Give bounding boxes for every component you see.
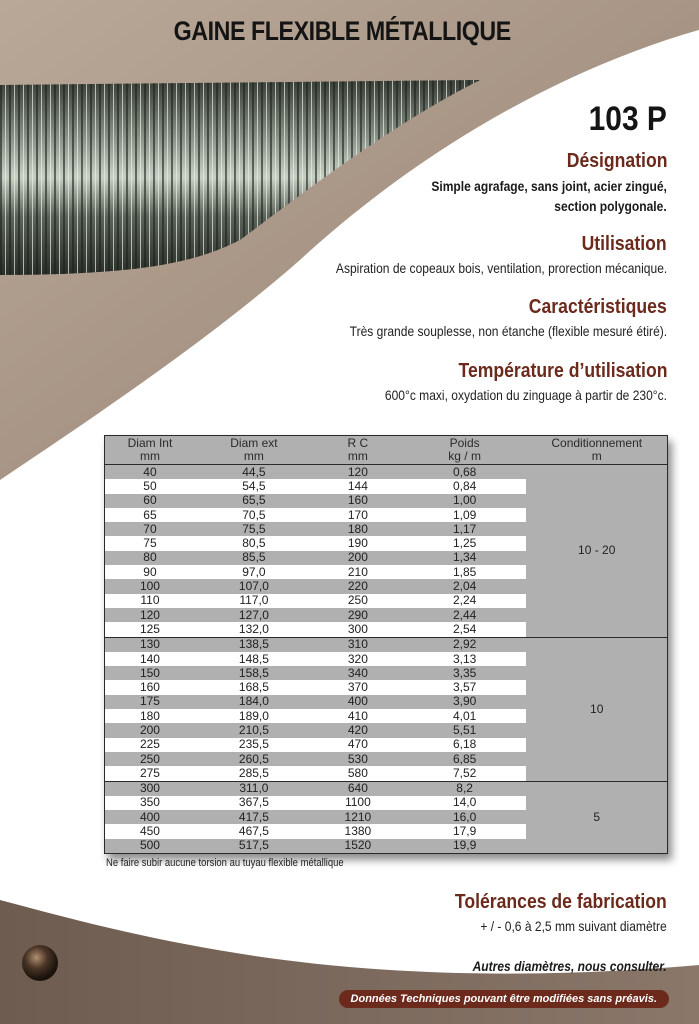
product-code: 103 P (588, 100, 667, 138)
cell-poids: 3,57 (403, 680, 527, 694)
cell-diam-int: 150 (105, 666, 195, 680)
cell-rc: 210 (313, 565, 403, 579)
cell-diam-int: 300 (105, 781, 195, 796)
cell-diam-int: 125 (105, 622, 195, 637)
col-unit: mm (139, 449, 160, 463)
col-header-poids (403, 436, 527, 465)
cell-poids: 0,84 (403, 479, 527, 493)
cell-poids: 2,44 (403, 608, 527, 622)
cell-diam-int: 40 (105, 465, 195, 480)
cell-poids: 7,52 (403, 766, 527, 781)
cell-poids: 1,09 (403, 508, 527, 522)
cell-conditionnement: 10 - 20 (526, 465, 667, 638)
cell-diam-ext: 285,5 (195, 766, 313, 781)
cell-conditionnement: 10 (526, 637, 667, 781)
cell-poids: 3,35 (403, 666, 527, 680)
cell-poids: 17,9 (403, 824, 527, 838)
cell-diam-ext: 132,0 (195, 622, 313, 637)
cell-poids: 5,51 (403, 723, 527, 737)
col-unit: mm (243, 449, 264, 463)
cell-rc: 190 (313, 536, 403, 550)
cell-diam-int: 275 (105, 766, 195, 781)
cell-diam-int: 130 (105, 637, 195, 652)
cell-diam-int: 75 (105, 536, 195, 550)
table-row (105, 465, 667, 480)
tolerances-text: + / - 0,6 à 2,5 mm suivant diamètre (480, 918, 667, 934)
cell-diam-ext: 467,5 (195, 824, 313, 838)
cell-diam-ext: 367,5 (195, 796, 313, 810)
section-designation-line-1: Simple agrafage, sans joint, acier zingué, (431, 178, 667, 194)
cell-diam-int: 140 (105, 652, 195, 666)
cell-rc: 310 (313, 637, 403, 652)
cell-diam-int: 50 (105, 479, 195, 493)
cell-poids: 1,25 (403, 536, 527, 550)
cell-poids: 3,90 (403, 695, 527, 709)
cell-poids: 2,24 (403, 594, 527, 608)
cell-poids: 2,54 (403, 622, 527, 637)
col-header-diam-int (105, 436, 195, 465)
table-note: Ne faire subir aucune torsion au tuyau flexible métallique (106, 857, 344, 869)
cell-conditionnement: 5 (526, 781, 667, 853)
cell-poids: 3,13 (403, 652, 527, 666)
cell-poids: 19,9 (403, 839, 527, 853)
cell-poids: 1,85 (403, 565, 527, 579)
disclaimer-banner: Données Techniques pouvant être modifiées sans préavis. (339, 990, 669, 1008)
cell-diam-int: 350 (105, 796, 195, 810)
cell-diam-int: 180 (105, 709, 195, 723)
cell-poids: 0,68 (403, 465, 527, 480)
cell-rc: 1380 (313, 824, 403, 838)
cell-diam-ext: 517,5 (195, 839, 313, 853)
cell-rc: 530 (313, 752, 403, 766)
col-unit: kg / m (448, 449, 481, 463)
col-header-rc (313, 436, 403, 465)
cell-diam-int: 65 (105, 508, 195, 522)
cell-rc: 420 (313, 723, 403, 737)
cell-rc: 410 (313, 709, 403, 723)
cell-rc: 580 (313, 766, 403, 781)
col-header-conditionnement (526, 436, 667, 465)
section-temperature-heading: Température d’utilisation (458, 360, 667, 382)
cell-poids: 6,85 (403, 752, 527, 766)
cell-diam-ext: 117,0 (195, 594, 313, 608)
col-label: Poids (449, 436, 480, 450)
cell-rc: 1520 (313, 839, 403, 853)
table-row (105, 637, 667, 652)
cell-poids: 1,34 (403, 551, 527, 565)
cell-rc: 640 (313, 781, 403, 796)
specs-table (105, 436, 667, 853)
cell-rc: 1210 (313, 810, 403, 824)
section-utilisation-text: Aspiration de copeaux bois, ventilation, prorection mécanique. (335, 260, 667, 276)
cell-diam-int: 250 (105, 752, 195, 766)
cell-rc: 1100 (313, 796, 403, 810)
section-temperature-text: 600°c maxi, oxydation du zinguage à partir de 230°c. (384, 387, 667, 403)
cell-rc: 220 (313, 579, 403, 593)
col-unit: mm (347, 449, 368, 463)
cell-diam-ext: 260,5 (195, 752, 313, 766)
cell-diam-ext: 158,5 (195, 666, 313, 680)
cell-diam-ext: 65,5 (195, 494, 313, 508)
cell-diam-int: 70 (105, 522, 195, 536)
cell-poids: 16,0 (403, 810, 527, 824)
section-caracteristiques-heading: Caractéristiques (529, 296, 667, 318)
cell-diam-ext: 80,5 (195, 536, 313, 550)
cell-diam-ext: 184,0 (195, 695, 313, 709)
cell-rc: 370 (313, 680, 403, 694)
cell-rc: 180 (313, 522, 403, 536)
cell-diam-ext: 148,5 (195, 652, 313, 666)
cell-diam-ext: 75,5 (195, 522, 313, 536)
col-label: Diam ext (230, 436, 278, 450)
cell-diam-int: 450 (105, 824, 195, 838)
section-designation-heading: Désignation (566, 150, 667, 172)
cell-diam-int: 500 (105, 839, 195, 853)
cell-diam-int: 200 (105, 723, 195, 737)
cell-diam-int: 60 (105, 494, 195, 508)
cell-diam-ext: 85,5 (195, 551, 313, 565)
col-header-diam-ext (195, 436, 313, 465)
table-header-row (105, 436, 667, 465)
cell-diam-ext: 210,5 (195, 723, 313, 737)
col-label: Diam Int (127, 436, 173, 450)
cell-diam-int: 100 (105, 579, 195, 593)
section-designation-line-2: section polygonale. (554, 198, 667, 214)
cell-rc: 200 (313, 551, 403, 565)
page-title: GAINE FLEXIBLE MÉTALLIQUE (173, 16, 511, 46)
cell-diam-ext: 235,5 (195, 738, 313, 752)
cell-diam-int: 160 (105, 680, 195, 694)
cell-rc: 300 (313, 622, 403, 637)
cell-diam-int: 80 (105, 551, 195, 565)
cell-rc: 144 (313, 479, 403, 493)
cell-rc: 320 (313, 652, 403, 666)
cell-poids: 2,92 (403, 637, 527, 652)
col-unit: m (591, 449, 602, 463)
specs-table-container (104, 435, 668, 854)
cell-rc: 120 (313, 465, 403, 480)
cell-diam-int: 90 (105, 565, 195, 579)
col-label: R C (347, 436, 369, 450)
cell-poids: 6,18 (403, 738, 527, 752)
col-label: Conditionnement (551, 436, 643, 450)
cell-diam-int: 225 (105, 738, 195, 752)
cell-diam-ext: 311,0 (195, 781, 313, 796)
tolerances-heading: Tolérances de fabrication (455, 891, 667, 913)
cell-diam-int: 400 (105, 810, 195, 824)
other-diameters-text: Autres diamètres, nous consulter. (472, 958, 667, 974)
cell-rc: 470 (313, 738, 403, 752)
cell-diam-ext: 97,0 (195, 565, 313, 579)
table-row (105, 781, 667, 796)
cell-diam-int: 110 (105, 594, 195, 608)
cell-diam-ext: 44,5 (195, 465, 313, 480)
cell-diam-ext: 138,5 (195, 637, 313, 652)
cell-poids: 4,01 (403, 709, 527, 723)
cell-diam-ext: 189,0 (195, 709, 313, 723)
section-caracteristiques-text: Très grande souplesse, non étanche (flexible mesuré étiré). (349, 323, 667, 339)
cell-diam-ext: 168,5 (195, 680, 313, 694)
cell-diam-ext: 127,0 (195, 608, 313, 622)
cell-rc: 160 (313, 494, 403, 508)
cell-poids: 1,00 (403, 494, 527, 508)
cell-diam-ext: 70,5 (195, 508, 313, 522)
cell-poids: 14,0 (403, 796, 527, 810)
cell-poids: 8,2 (403, 781, 527, 796)
cell-diam-int: 175 (105, 695, 195, 709)
section-utilisation-heading: Utilisation (581, 233, 667, 255)
cell-diam-ext: 107,0 (195, 579, 313, 593)
cell-diam-int: 120 (105, 608, 195, 622)
cell-poids: 1,17 (403, 522, 527, 536)
cell-rc: 170 (313, 508, 403, 522)
cell-rc: 250 (313, 594, 403, 608)
table-body (105, 465, 667, 854)
cell-diam-ext: 417,5 (195, 810, 313, 824)
cell-rc: 290 (313, 608, 403, 622)
cell-rc: 340 (313, 666, 403, 680)
cell-rc: 400 (313, 695, 403, 709)
cell-poids: 2,04 (403, 579, 527, 593)
cell-diam-ext: 54,5 (195, 479, 313, 493)
